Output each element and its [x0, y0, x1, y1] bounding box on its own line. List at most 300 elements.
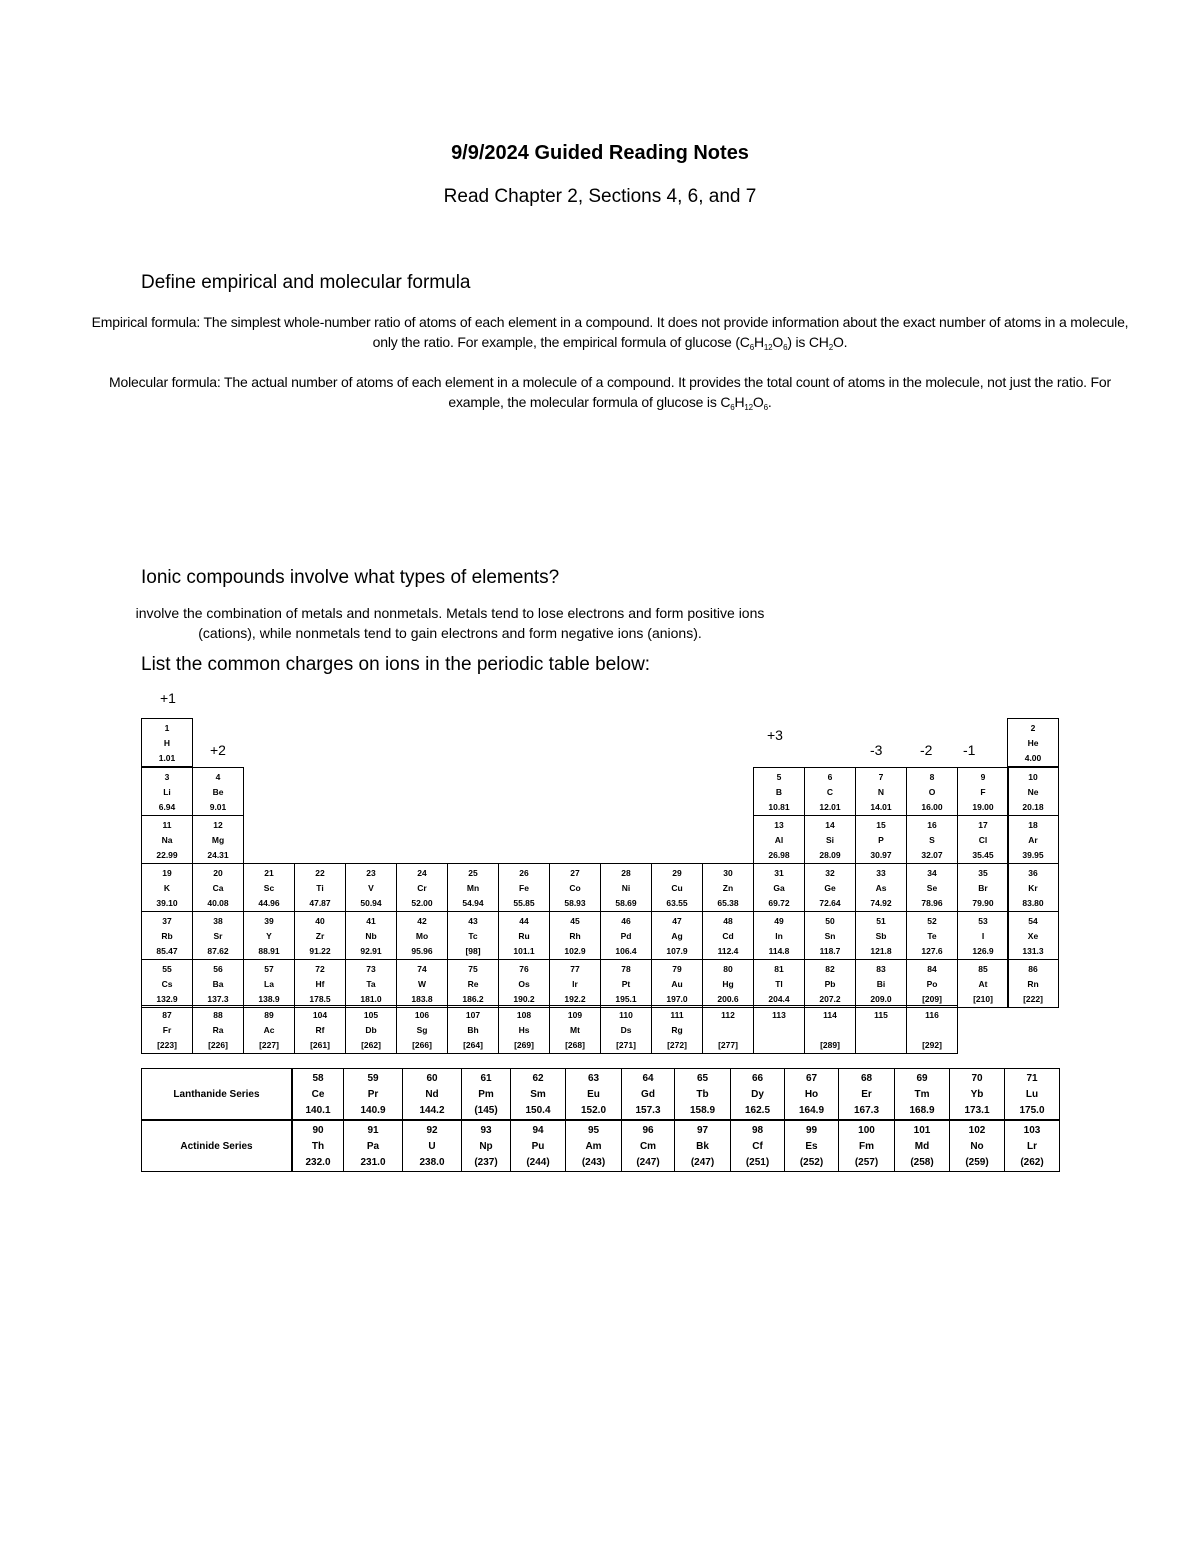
element-cell: [600, 1005, 652, 1054]
element-cell: [906, 767, 958, 816]
element-mass: [271]: [616, 1040, 636, 1050]
element-number: 32: [825, 868, 835, 878]
element-mass: (145): [474, 1105, 498, 1116]
element-symbol: Cl: [978, 835, 988, 845]
element-number: 57: [264, 964, 274, 974]
element-number: 114: [823, 1010, 837, 1020]
element-mass: 238.0: [419, 1157, 445, 1168]
element-number: 60: [426, 1073, 438, 1084]
element-number: 2: [1030, 723, 1036, 733]
element-mass: 204.4: [768, 994, 790, 1004]
element-cell: [753, 863, 805, 912]
element-mass: 79.90: [972, 898, 994, 908]
element-mass: 39.10: [156, 898, 178, 908]
element-cell: [549, 959, 601, 1008]
element-number: 76: [519, 964, 529, 974]
element-number: 88: [213, 1010, 223, 1020]
empirical-line-2: only the ratio. For example, the empirical formula of glucose $(C_6H_{12}O_6)$ is $CH_2O$.: [372, 334, 848, 352]
element-mass: 152.0: [580, 1105, 607, 1116]
element-mass: 44.96: [258, 898, 280, 908]
element-number: 68: [860, 1073, 873, 1084]
element-cell: [345, 959, 397, 1008]
element-cell: [753, 815, 805, 864]
element-cell: [804, 863, 856, 912]
lanthanide-cell: [510, 1068, 566, 1120]
element-symbol: Ce: [311, 1089, 325, 1100]
element-mass: [98]: [465, 946, 481, 956]
element-mass: (251): [745, 1157, 770, 1168]
element-mass: 195.1: [615, 994, 637, 1004]
element-mass: [272]: [667, 1040, 687, 1050]
element-symbol: Ra: [212, 1025, 224, 1035]
element-cell: [192, 1005, 244, 1054]
element-number: 48: [723, 916, 733, 926]
actinide-cell: [894, 1120, 950, 1172]
element-mass: 167.3: [853, 1105, 880, 1116]
ionic-line-2: (cations), while nonmetals tend to gain electrons and form negative ions (anions).: [198, 625, 702, 641]
element-number: 50: [825, 916, 835, 926]
element-cell: [192, 815, 244, 864]
element-number: 28: [621, 868, 631, 878]
element-symbol: Zn: [722, 883, 734, 893]
element-mass: 78.96: [921, 898, 943, 908]
actinide-cell: [461, 1120, 511, 1172]
element-symbol: He: [1027, 738, 1039, 748]
element-mass: 12.01: [819, 802, 841, 812]
element-mass: 131.3: [1022, 946, 1044, 956]
element-mass: 19.00: [972, 802, 994, 812]
element-mass: 150.4: [525, 1105, 551, 1116]
actinide-series-label: Actinide Series: [141, 1120, 292, 1172]
element-symbol: N: [877, 787, 885, 797]
element-mass: [262]: [361, 1040, 381, 1050]
element-mass: [269]: [514, 1040, 534, 1050]
element-symbol: Fe: [519, 883, 529, 893]
element-symbol: Th: [311, 1141, 325, 1152]
element-number: 111: [670, 1010, 684, 1020]
element-mass: [227]: [259, 1040, 279, 1050]
element-mass: 137.3: [207, 994, 229, 1004]
question-ionic: Ionic compounds involve what types of elements?: [141, 567, 560, 588]
element-mass: (258): [910, 1157, 934, 1168]
element-cell: [192, 863, 244, 912]
element-mass: 112.4: [717, 946, 739, 956]
element-cell: [753, 959, 805, 1008]
element-cell: [855, 1005, 907, 1054]
element-mass: 200.6: [717, 994, 739, 1004]
element-number: 6: [827, 772, 833, 782]
element-cell: [702, 1005, 754, 1054]
element-symbol: Ho: [804, 1089, 819, 1100]
element-cell: [702, 863, 754, 912]
element-mass: 127.6: [921, 946, 943, 956]
element-mass: [222]: [1023, 994, 1043, 1004]
element-mass: 24.31: [207, 850, 229, 860]
element-symbol: Hg: [722, 979, 734, 989]
lanthanide-cell: [565, 1068, 622, 1120]
empirical-line-1: Empirical formula: The simplest whole-number ratio of atoms of each element in a compound. It does not provide information about the exact number of atoms in a molecule,: [91, 314, 1129, 330]
actinide-cell: [343, 1120, 403, 1172]
element-number: 29: [672, 868, 682, 878]
element-mass: 173.1: [964, 1105, 990, 1116]
element-cell: [396, 1005, 448, 1054]
element-cell: [1007, 959, 1059, 1008]
element-mass: 186.2: [462, 994, 484, 1004]
element-symbol: Xe: [1027, 931, 1039, 941]
element-mass: 39.95: [1022, 850, 1044, 860]
element-mass: 178.5: [309, 994, 331, 1004]
element-mass: 85.47: [156, 946, 178, 956]
element-cell: [651, 863, 703, 912]
element-symbol: Cm: [639, 1141, 657, 1152]
element-mass: 101.1: [513, 946, 535, 956]
element-symbol: Rb: [161, 931, 173, 941]
element-number: 61: [480, 1073, 492, 1084]
element-symbol: Br: [978, 883, 988, 893]
element-number: 15: [876, 820, 886, 830]
element-symbol: Os: [518, 979, 530, 989]
element-number: 71: [1026, 1073, 1038, 1084]
element-mass: (247): [690, 1157, 715, 1168]
element-symbol: Ti: [316, 883, 324, 893]
element-cell: [141, 815, 193, 864]
element-symbol: Ga: [773, 883, 785, 893]
element-cell: [651, 1005, 703, 1054]
element-cell: [753, 1005, 805, 1054]
actinide-cell: [510, 1120, 566, 1172]
element-cell: [804, 815, 856, 864]
element-symbol: U: [428, 1141, 436, 1152]
element-mass: 132.9: [156, 994, 178, 1004]
element-number: 98: [751, 1125, 764, 1136]
element-cell: [243, 1005, 295, 1054]
element-mass: (257): [854, 1157, 879, 1168]
element-number: 37: [162, 916, 172, 926]
element-mass: 1.01: [158, 753, 176, 763]
element-symbol: Eu: [587, 1089, 600, 1100]
element-mass: [268]: [565, 1040, 585, 1050]
element-symbol: Po: [926, 979, 938, 989]
element-symbol: Mo: [415, 931, 429, 941]
element-symbol: Sm: [530, 1089, 546, 1100]
element-cell: [702, 959, 754, 1008]
element-number: 108: [516, 1010, 532, 1020]
element-symbol: [754, 1023, 804, 1038]
element-number: 23: [366, 868, 376, 878]
element-symbol: K: [163, 883, 171, 893]
element-mass: 88.91: [258, 946, 280, 956]
charge-label-group15: -3: [870, 742, 883, 758]
element-cell: [396, 863, 448, 912]
element-number: 91: [367, 1125, 379, 1136]
element-symbol: Cr: [417, 883, 427, 893]
lanthanide-series-label: Lanthanide Series: [141, 1068, 292, 1120]
element-mass: [264]: [463, 1040, 483, 1050]
element-number: 105: [363, 1010, 379, 1020]
element-symbol: Ge: [824, 883, 836, 893]
element-mass: 95.96: [411, 946, 433, 956]
element-number: 44: [519, 916, 529, 926]
actinide-cell: [838, 1120, 895, 1172]
element-number: 79: [672, 964, 682, 974]
element-symbol: Lu: [1025, 1089, 1039, 1100]
page-title: 9/9/2024 Guided Reading Notes: [451, 142, 749, 164]
element-symbol: Ne: [1027, 787, 1039, 797]
element-cell: [498, 1005, 550, 1054]
element-symbol: Gd: [641, 1089, 655, 1100]
lanthanide-cell: [730, 1068, 785, 1120]
element-mass: 168.9: [909, 1105, 935, 1116]
element-mass: 35.45: [972, 850, 994, 860]
element-symbol: Er: [861, 1089, 872, 1100]
element-mass: 121.8: [870, 946, 892, 956]
charge-label-group17: -1: [963, 742, 976, 758]
element-mass: 231.0: [360, 1157, 386, 1168]
element-cell: [345, 911, 397, 960]
element-mass: 69.72: [768, 898, 790, 908]
element-symbol: In: [775, 931, 783, 941]
molecular-line-1: Molecular formula: The actual number of atoms of each element in a molecule of a compound. It provides the total count of atoms in the molecule, not just the ratio. For: [109, 374, 1111, 390]
element-cell: [1007, 863, 1059, 912]
element-number: 95: [587, 1125, 600, 1136]
element-mass: 32.07: [921, 850, 943, 860]
element-symbol: Pm: [478, 1089, 494, 1100]
element-symbol: No: [970, 1141, 984, 1152]
element-symbol: Ba: [212, 979, 224, 989]
element-number: 25: [468, 868, 478, 878]
actinide-cell: [949, 1120, 1005, 1172]
element-mass: 65.38: [717, 898, 739, 908]
element-number: 46: [621, 916, 631, 926]
element-mass: [289]: [820, 1040, 840, 1050]
element-cell: [498, 863, 550, 912]
element-symbol: Sr: [213, 931, 223, 941]
element-number: 100: [858, 1125, 875, 1136]
element-cell: [243, 959, 295, 1008]
element-number: 103: [1023, 1125, 1041, 1136]
element-symbol: Pd: [620, 931, 632, 941]
element-number: 115: [874, 1010, 888, 1020]
element-number: 26: [519, 868, 529, 878]
element-symbol: Pt: [621, 979, 631, 989]
lanthanide-cell: [949, 1068, 1005, 1120]
element-mass: (247): [636, 1157, 660, 1168]
element-number: 34: [927, 868, 937, 878]
element-mass: [223]: [157, 1040, 177, 1050]
element-cell: [906, 815, 958, 864]
element-symbol: Sc: [263, 883, 275, 893]
element-number: 47: [672, 916, 682, 926]
element-mass: 74.92: [870, 898, 892, 908]
element-symbol: Nb: [365, 931, 377, 941]
element-cell: [600, 863, 652, 912]
actinide-cell: [674, 1120, 731, 1172]
element-symbol: Ni: [621, 883, 631, 893]
element-number: 38: [213, 916, 223, 926]
element-cell: [243, 911, 295, 960]
actinide-cell: [730, 1120, 785, 1172]
element-number: 102: [968, 1125, 986, 1136]
element-cell: [855, 815, 907, 864]
element-symbol: Hf: [315, 979, 325, 989]
element-mass: (237): [474, 1157, 498, 1168]
element-cell: [141, 767, 193, 816]
element-symbol: Co: [569, 883, 581, 893]
element-symbol: Np: [479, 1141, 493, 1152]
element-symbol: Hs: [518, 1025, 530, 1035]
element-mass: (244): [526, 1157, 550, 1168]
element-mass: 181.0: [360, 994, 382, 1004]
element-number: 7: [878, 772, 884, 782]
element-mass: 50.94: [360, 898, 382, 908]
element-symbol: Ca: [212, 883, 224, 893]
element-number: 17: [978, 820, 988, 830]
element-cell: [753, 767, 805, 816]
element-mass: 20.18: [1022, 802, 1044, 812]
element-cell: [804, 767, 856, 816]
element-symbol: [907, 1023, 957, 1038]
element-cell: [957, 767, 1009, 816]
element-mass: 16.00: [921, 802, 943, 812]
element-cell: [294, 863, 346, 912]
element-symbol: Bk: [696, 1141, 709, 1152]
element-symbol: Tc: [468, 931, 478, 941]
empirical-definition: [10, 312, 1200, 352]
element-cell: [855, 767, 907, 816]
element-symbol: As: [875, 883, 887, 893]
element-symbol: Bh: [467, 1025, 479, 1035]
element-symbol: La: [264, 979, 274, 989]
element-mass: 126.9: [972, 946, 994, 956]
element-number: 112: [721, 1010, 735, 1020]
element-mass: 47.87: [309, 898, 331, 908]
element-number: 83: [876, 964, 886, 974]
element-number: 21: [264, 868, 274, 878]
element-mass: [856, 1038, 906, 1053]
element-number: 65: [696, 1073, 709, 1084]
element-symbol: Yb: [970, 1089, 984, 1100]
actinide-cell: [292, 1120, 344, 1172]
charge-label-group16: -2: [920, 742, 933, 758]
element-cell: [396, 911, 448, 960]
element-cell: [651, 959, 703, 1008]
element-symbol: Pa: [366, 1141, 380, 1152]
element-mass: 9.01: [209, 802, 227, 812]
element-symbol: Y: [266, 931, 272, 941]
element-mass: 4.00: [1024, 753, 1042, 763]
element-symbol: Ar: [1028, 835, 1038, 845]
element-number: 106: [414, 1010, 430, 1020]
element-symbol: Lr: [1027, 1141, 1037, 1152]
element-symbol: I: [981, 931, 985, 941]
element-number: 94: [532, 1125, 544, 1136]
element-number: 64: [642, 1073, 654, 1084]
lanthanide-cell: [674, 1068, 731, 1120]
element-number: 18: [1028, 820, 1038, 830]
element-mass: 14.01: [870, 802, 892, 812]
element-mass: 58.93: [564, 898, 586, 908]
element-symbol: Bi: [876, 979, 886, 989]
element-mass: 232.0: [305, 1157, 331, 1168]
element-number: 86: [1028, 964, 1038, 974]
element-number: 33: [876, 868, 886, 878]
element-cell: [702, 911, 754, 960]
element-cell: [141, 863, 193, 912]
element-number: 40: [315, 916, 325, 926]
element-cell: [141, 718, 193, 767]
element-number: 9: [980, 772, 986, 782]
element-cell: [753, 911, 805, 960]
element-cell: [498, 911, 550, 960]
element-mass: 197.0: [666, 994, 688, 1004]
element-symbol: Ir: [572, 979, 578, 989]
element-symbol: Re: [467, 979, 479, 989]
element-cell: [294, 1005, 346, 1054]
element-number: 82: [825, 964, 835, 974]
element-number: 116: [925, 1010, 939, 1020]
element-mass: 158.9: [689, 1105, 716, 1116]
element-number: 110: [619, 1010, 633, 1020]
element-symbol: Nd: [425, 1089, 439, 1100]
element-cell: [294, 959, 346, 1008]
element-mass: [292]: [922, 1040, 942, 1050]
element-symbol: Md: [914, 1141, 930, 1152]
element-cell: [651, 911, 703, 960]
charge-label-group13: +3: [767, 727, 783, 743]
lanthanide-cell: [784, 1068, 839, 1120]
element-symbol: Tb: [696, 1089, 709, 1100]
question-charges: List the common charges on ions in the periodic table below:: [141, 654, 651, 675]
molecular-line-2: example, the molecular formula of glucose is $C_6H_{12}O_6$.: [448, 394, 772, 412]
element-number: 97: [696, 1125, 709, 1136]
element-mass: [266]: [412, 1040, 432, 1050]
element-cell: [804, 1005, 856, 1054]
element-symbol: At: [978, 979, 988, 989]
element-cell: [141, 911, 193, 960]
element-number: 8: [929, 772, 935, 782]
element-symbol: Mg: [211, 835, 225, 845]
element-number: 45: [570, 916, 580, 926]
element-number: 67: [805, 1073, 818, 1084]
element-number: 90: [312, 1125, 324, 1136]
element-cell: [600, 911, 652, 960]
element-mass: (259): [965, 1157, 989, 1168]
element-number: 87: [162, 1010, 172, 1020]
page-subtitle: Read Chapter 2, Sections 4, 6, and 7: [443, 186, 757, 207]
lanthanide-cell: [402, 1068, 462, 1120]
element-symbol: Fm: [859, 1141, 874, 1152]
element-symbol: Be: [212, 787, 224, 797]
element-cell: [141, 959, 193, 1008]
element-symbol: C: [826, 787, 834, 797]
element-cell: [855, 863, 907, 912]
element-number: 80: [723, 964, 733, 974]
element-number: 41: [366, 916, 376, 926]
element-symbol: Na: [161, 835, 173, 845]
element-cell: [855, 959, 907, 1008]
charge-label-group2: +2: [210, 742, 226, 758]
element-symbol: Se: [926, 883, 938, 893]
element-mass: 22.99: [156, 850, 178, 860]
element-number: 4: [215, 772, 221, 782]
element-cell: [1007, 718, 1059, 767]
lanthanide-cell: [838, 1068, 895, 1120]
element-number: 58: [312, 1073, 324, 1084]
charge-label-group1: +1: [160, 690, 176, 706]
element-symbol: Au: [671, 979, 683, 989]
element-number: 59: [367, 1073, 379, 1084]
element-cell: [549, 863, 601, 912]
